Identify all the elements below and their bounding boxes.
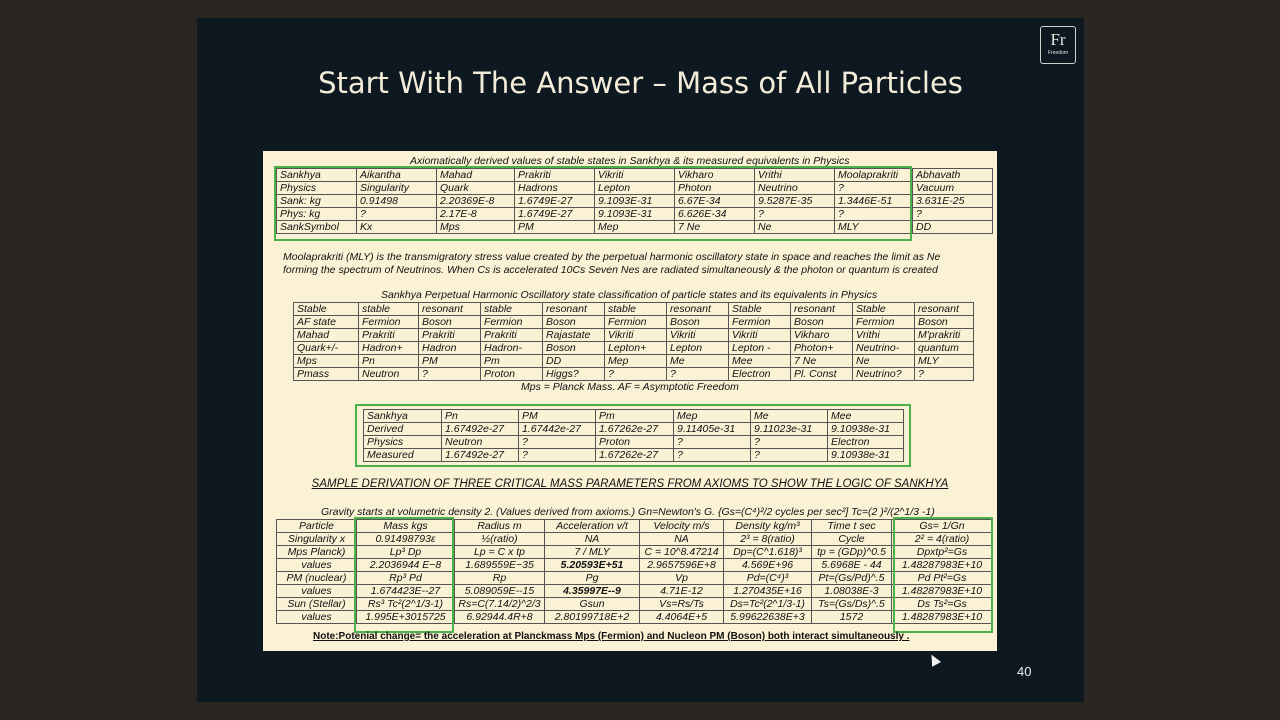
table-cell: Time t sec xyxy=(812,520,892,533)
table-cell: 7 / MLY xyxy=(545,546,640,559)
table-cell: Ne xyxy=(755,221,835,234)
table-cell: 1.674423E--27 xyxy=(357,585,455,598)
table-derived-vs-measured xyxy=(363,409,904,462)
table1-row xyxy=(277,169,993,182)
table2-row xyxy=(294,329,974,342)
table4-row xyxy=(277,559,993,572)
table-cell: PM (nuclear) xyxy=(277,572,357,585)
table-cell: Vikharo xyxy=(791,329,853,342)
table-cell: Pmass xyxy=(294,368,359,381)
table-cell: 4.35997E--9 xyxy=(545,585,640,598)
table-cell: 1.67492e-27 xyxy=(442,423,519,436)
table-cell: Mps Planck) xyxy=(277,546,357,559)
table-cell: Sankhya xyxy=(277,169,357,182)
table-cell: quantum xyxy=(915,342,974,355)
table-cell: Dpxtp²=Gs xyxy=(892,546,993,559)
caption-axiomatic: Axiomatically derived values of stable states in Sankhya & its measured equivalents in Physics xyxy=(410,155,850,167)
table-cell: Photon xyxy=(675,182,755,195)
table-cell: Sank: kg xyxy=(277,195,357,208)
caption-gravity: Gravity starts at volumetric density 2. (Values derived from axioms.) Gn=Newton's G. {Gs=(C⁴)²/2 cycles per sec²] Tc=(2 )²/(2^1/3 -1) xyxy=(321,506,935,518)
table-cell: 1.3446E-51 xyxy=(835,195,913,208)
table-cell: Abhavath xyxy=(913,169,993,182)
table-cell: stable xyxy=(605,303,667,316)
table-cell: Mahad xyxy=(437,169,515,182)
table-cell: 7 Ne xyxy=(675,221,755,234)
table-cell: resonant xyxy=(543,303,605,316)
table-cell: 1.48287983E+10 xyxy=(892,611,993,624)
table-cell: 1.67442e-27 xyxy=(519,423,596,436)
table-cell: Ne xyxy=(853,355,915,368)
table-cell: resonant xyxy=(791,303,853,316)
table-cell: Density kg/m³ xyxy=(724,520,812,533)
table2-row xyxy=(294,303,974,316)
table-mass-derivation xyxy=(276,519,993,624)
table-cell: 1.995E+3015725 xyxy=(357,611,455,624)
table4-row xyxy=(277,520,993,533)
table-cell: ½(ratio) xyxy=(455,533,545,546)
table-cell: Physics xyxy=(277,182,357,195)
table-cell: 9.1093E-31 xyxy=(595,208,675,221)
table-cell: Rs=C(7.14/2)^2/3 xyxy=(455,598,545,611)
table-cell: Mee xyxy=(729,355,791,368)
slide-title: Start With The Answer – Mass of All Particles xyxy=(318,66,963,100)
table-cell: values xyxy=(277,585,357,598)
table1-row xyxy=(277,195,993,208)
slide xyxy=(197,18,1084,702)
table-cell: Gs= 1/Gn xyxy=(892,520,993,533)
table-cell: 4.71E-12 xyxy=(640,585,724,598)
table-cell: Lepton xyxy=(595,182,675,195)
table-cell: Mahad xyxy=(294,329,359,342)
table-cell: Derived xyxy=(364,423,442,436)
table-cell: Boson xyxy=(667,316,729,329)
table-cell: Vrithi xyxy=(853,329,915,342)
table-cell: tp = (GDp)^0.5 xyxy=(812,546,892,559)
table-cell: ? xyxy=(419,368,481,381)
table1-row xyxy=(277,221,993,234)
table-cell: Boson xyxy=(915,316,974,329)
table-cell: 1.689559E−35 xyxy=(455,559,545,572)
table-cell: Prakriti xyxy=(481,329,543,342)
table-cell: Proton xyxy=(596,436,674,449)
table-cell: values xyxy=(277,559,357,572)
table-cell: Acceleration v/t xyxy=(545,520,640,533)
table-cell: Neutrino- xyxy=(853,342,915,355)
table-cell: Lp³ Dp xyxy=(357,546,455,559)
table-cell: Electron xyxy=(729,368,791,381)
table-cell: Phys: kg xyxy=(277,208,357,221)
caption-planck-mass: Mps = Planck Mass. AF = Asymptotic Freedom xyxy=(521,381,739,393)
table-cell: 5.99622638E+3 xyxy=(724,611,812,624)
table-cell: Fermion xyxy=(853,316,915,329)
table-cell: Hadrons xyxy=(515,182,595,195)
table-cell: Particle xyxy=(277,520,357,533)
table-cell: Fermion xyxy=(359,316,419,329)
table-cell: 2.9657596E+8 xyxy=(640,559,724,572)
table-cell: PM xyxy=(515,221,595,234)
paragraph-line: forming the spectrum of Neutrinos. When Cs is accelerated 10Cs Seven Nes are radiated simultaneously & the photon or quantum is created xyxy=(283,264,938,276)
table-cell: Photon+ xyxy=(791,342,853,355)
table-cell: Lepton+ xyxy=(605,342,667,355)
table-cell: 9.5287E-35 xyxy=(755,195,835,208)
table-cell: 2³ = 8(ratio) xyxy=(724,533,812,546)
table4-row xyxy=(277,546,993,559)
table-cell: Sankhya xyxy=(364,410,442,423)
table-cell: PM xyxy=(519,410,596,423)
table-cell: Rp³ Pd xyxy=(357,572,455,585)
table-cell: Me xyxy=(667,355,729,368)
table-cell: Boson xyxy=(791,316,853,329)
table-cell: Vikriti xyxy=(605,329,667,342)
table-cell: ? xyxy=(519,436,596,449)
table4-row xyxy=(277,598,993,611)
table-cell: Fermion xyxy=(481,316,543,329)
table-cell: Pd=(C⁴)³ xyxy=(724,572,812,585)
table-cell: Neutrino? xyxy=(853,368,915,381)
paragraph-line: Moolaprakriti (MLY) is the transmigratory stress value created by the perpetual harmonic oscillatory state in space and reaches the limit as Ne xyxy=(283,251,941,263)
table-cell: 1.48287983E+10 xyxy=(892,585,993,598)
table-cell: Dp=(C^1.618)³ xyxy=(724,546,812,559)
table1-row xyxy=(277,208,993,221)
sample-derivation-heading: SAMPLE DERIVATION OF THREE CRITICAL MASS PARAMETERS FROM AXIOMS TO SHOW THE LOGIC OF SANKHYA xyxy=(311,478,949,490)
moolaprakriti-paragraph xyxy=(283,251,983,277)
table-cell: 5.20593E+51 xyxy=(545,559,640,572)
table-cell: Lepton - xyxy=(729,342,791,355)
table-cell: M'prakriti xyxy=(915,329,974,342)
table-cell: 9.11405e-31 xyxy=(674,423,751,436)
table-cell: 2² = 4(ratio) xyxy=(892,533,993,546)
table-cell: Pn xyxy=(359,355,419,368)
table-cell: ? xyxy=(751,436,828,449)
table-cell: Velocity m/s xyxy=(640,520,724,533)
table-cell: Prakriti xyxy=(359,329,419,342)
table-cell: Gsun xyxy=(545,598,640,611)
document-image xyxy=(263,151,997,651)
table-cell: Pl. Const xyxy=(791,368,853,381)
table-cell: Higgs? xyxy=(543,368,605,381)
table-cell: Sun (Stellar) xyxy=(277,598,357,611)
freedom-logo-icon xyxy=(1040,26,1076,64)
table-cell: 4.569E+96 xyxy=(724,559,812,572)
table-sankhya-states xyxy=(276,168,993,234)
table-cell: 2.80199718E+2 xyxy=(545,611,640,624)
table-cell: Rs³ Tc²(2^1/3-1) xyxy=(357,598,455,611)
table-cell: 2.20369E-8 xyxy=(437,195,515,208)
table1-row xyxy=(277,182,993,195)
table-cell: 9.10938e-31 xyxy=(828,423,904,436)
table-cell: stable xyxy=(481,303,543,316)
table-cell: Measured xyxy=(364,449,442,462)
table-cell: 0.91498 xyxy=(357,195,437,208)
table-cell: ? xyxy=(915,368,974,381)
table-cell: Me xyxy=(751,410,828,423)
table-cell: 2.2036944 E−8 xyxy=(357,559,455,572)
table-cell: Kx xyxy=(357,221,437,234)
table-cell: Mass kgs xyxy=(357,520,455,533)
table-cell: Hadron xyxy=(419,342,481,355)
table-cell: NA xyxy=(545,533,640,546)
caption-oscillatory: Sankhya Perpetual Harmonic Oscillatory state classification of particle states and its equivalents in Physics xyxy=(381,289,878,301)
table-cell: Radius m xyxy=(455,520,545,533)
table-cell: 2.17E-8 xyxy=(437,208,515,221)
table-cell: Quark xyxy=(437,182,515,195)
table-cell: Mps xyxy=(294,355,359,368)
table-cell: Fermion xyxy=(729,316,791,329)
table-particle-classification xyxy=(293,302,974,381)
table-cell: Singularity xyxy=(357,182,437,195)
table-cell: 1.6749E-27 xyxy=(515,208,595,221)
table-cell: MLY xyxy=(835,221,913,234)
table-cell: 0.91498793ε xyxy=(357,533,455,546)
table-cell: values xyxy=(277,611,357,624)
table-cell: resonant xyxy=(915,303,974,316)
table-cell: Rajastate xyxy=(543,329,605,342)
table-cell: Vikharo xyxy=(675,169,755,182)
table-cell: Pm xyxy=(481,355,543,368)
table-cell: Lepton xyxy=(667,342,729,355)
table-cell: Vp xyxy=(640,572,724,585)
table-cell: 1.08038E-3 xyxy=(812,585,892,598)
table4-row xyxy=(277,585,993,598)
table-cell: Prakriti xyxy=(515,169,595,182)
table-cell: Pd Pt²=Gs xyxy=(892,572,993,585)
table3-row xyxy=(364,410,904,423)
table-cell: 1.48287983E+10 xyxy=(892,559,993,572)
table-cell: Vacuum xyxy=(913,182,993,195)
table-cell: Neutrino xyxy=(755,182,835,195)
table4-row xyxy=(277,572,993,585)
table-cell: 5.089059E--15 xyxy=(455,585,545,598)
table-cell: Electron xyxy=(828,436,904,449)
logo-mark: Fr xyxy=(1050,30,1066,49)
table-cell: Rp xyxy=(455,572,545,585)
table-cell: resonant xyxy=(667,303,729,316)
table-cell: ? xyxy=(835,208,913,221)
table-cell: DD xyxy=(913,221,993,234)
table-cell: Fermion xyxy=(605,316,667,329)
potential-change-note: Note:Potenial change= the acceleration at Planckmass Mps (Fermion) and Nucleon PM (Boson) both interact simultaneously . xyxy=(313,631,910,642)
table-cell: Cycle xyxy=(812,533,892,546)
table-cell: 9.1093E-31 xyxy=(595,195,675,208)
table-cell: Mps xyxy=(437,221,515,234)
table-cell: stable xyxy=(359,303,419,316)
table-cell: Moolaprakriti xyxy=(835,169,913,182)
table-cell: ? xyxy=(667,368,729,381)
table-cell: Pm xyxy=(596,410,674,423)
table-cell: ? xyxy=(755,208,835,221)
table-cell: 1.270435E+16 xyxy=(724,585,812,598)
table-cell: PM xyxy=(419,355,481,368)
table-cell: ? xyxy=(913,208,993,221)
table-cell: Pg xyxy=(545,572,640,585)
table-cell: ? xyxy=(519,449,596,462)
table-cell: Vikriti xyxy=(667,329,729,342)
table-cell: 4.4064E+5 xyxy=(640,611,724,624)
table-cell: DD xyxy=(543,355,605,368)
table-cell: Vikriti xyxy=(729,329,791,342)
table-cell: AF state xyxy=(294,316,359,329)
table-cell: 1572 xyxy=(812,611,892,624)
table2-row xyxy=(294,368,974,381)
table-cell: Boson xyxy=(543,342,605,355)
logo-subtext: Freedom xyxy=(1047,50,1068,56)
table-cell: Mee xyxy=(828,410,904,423)
table3-row xyxy=(364,423,904,436)
table-cell: ? xyxy=(835,182,913,195)
table-cell: 6.67E-34 xyxy=(675,195,755,208)
table-cell: 1.67262e-27 xyxy=(596,423,674,436)
table-cell: Pn xyxy=(442,410,519,423)
table-cell: Hadron+ xyxy=(359,342,419,355)
table3-row xyxy=(364,449,904,462)
table-cell: Mep xyxy=(674,410,751,423)
table-cell: Ds=Tc²(2^1/3-1) xyxy=(724,598,812,611)
table-cell: 6.92944.4R+8 xyxy=(455,611,545,624)
table2-row xyxy=(294,316,974,329)
table-cell: Neutron xyxy=(442,436,519,449)
table-cell: Ds Ts²=Gs xyxy=(892,598,993,611)
table-cell: resonant xyxy=(419,303,481,316)
table-cell: SankSymbol xyxy=(277,221,357,234)
table-cell: 6.626E-34 xyxy=(675,208,755,221)
table-cell: Stable xyxy=(853,303,915,316)
table-cell: C = 10^8.47214 xyxy=(640,546,724,559)
table-cell: 1.6749E-27 xyxy=(515,195,595,208)
table-cell: ? xyxy=(674,436,751,449)
table-cell: 1.67492e-27 xyxy=(442,449,519,462)
table-cell: Boson xyxy=(419,316,481,329)
table-cell: Vs=Rs/Ts xyxy=(640,598,724,611)
table-cell: Neutron xyxy=(359,368,419,381)
table-cell: ? xyxy=(751,449,828,462)
table2-row xyxy=(294,342,974,355)
table-cell: Prakriti xyxy=(419,329,481,342)
table-cell: 7 Ne xyxy=(791,355,853,368)
page-number: 40 xyxy=(1017,664,1032,679)
table-cell: Aikantha xyxy=(357,169,437,182)
table-cell: Hadron- xyxy=(481,342,543,355)
table-cell: 9.11023e-31 xyxy=(751,423,828,436)
table4-row xyxy=(277,611,993,624)
table-cell: Mep xyxy=(605,355,667,368)
table-cell: Boson xyxy=(543,316,605,329)
table-cell: 5.6968E - 44 xyxy=(812,559,892,572)
table2-row xyxy=(294,355,974,368)
table-cell: 9.10938e-31 xyxy=(828,449,904,462)
table-cell: Proton xyxy=(481,368,543,381)
table-cell: MLY xyxy=(915,355,974,368)
table-cell: Stable xyxy=(729,303,791,316)
table-cell: Quark+/- xyxy=(294,342,359,355)
table-cell: Vikriti xyxy=(595,169,675,182)
table-cell: ? xyxy=(674,449,751,462)
table-cell: Singularity x xyxy=(277,533,357,546)
table-cell: Mep xyxy=(595,221,675,234)
table-cell: Ts=(Gs/Ds)^.5 xyxy=(812,598,892,611)
table-cell: Lp = C x tp xyxy=(455,546,545,559)
table-cell: Pt=(Gs/Pd)^.5 xyxy=(812,572,892,585)
table-cell: 1.67262e-27 xyxy=(596,449,674,462)
table-cell: ? xyxy=(605,368,667,381)
table-cell: Stable xyxy=(294,303,359,316)
table-cell: NA xyxy=(640,533,724,546)
table-cell: Physics xyxy=(364,436,442,449)
table-cell: ? xyxy=(357,208,437,221)
table3-row xyxy=(364,436,904,449)
table-cell: Vrithi xyxy=(755,169,835,182)
table4-row xyxy=(277,533,993,546)
table-cell: 3.631E-25 xyxy=(913,195,993,208)
